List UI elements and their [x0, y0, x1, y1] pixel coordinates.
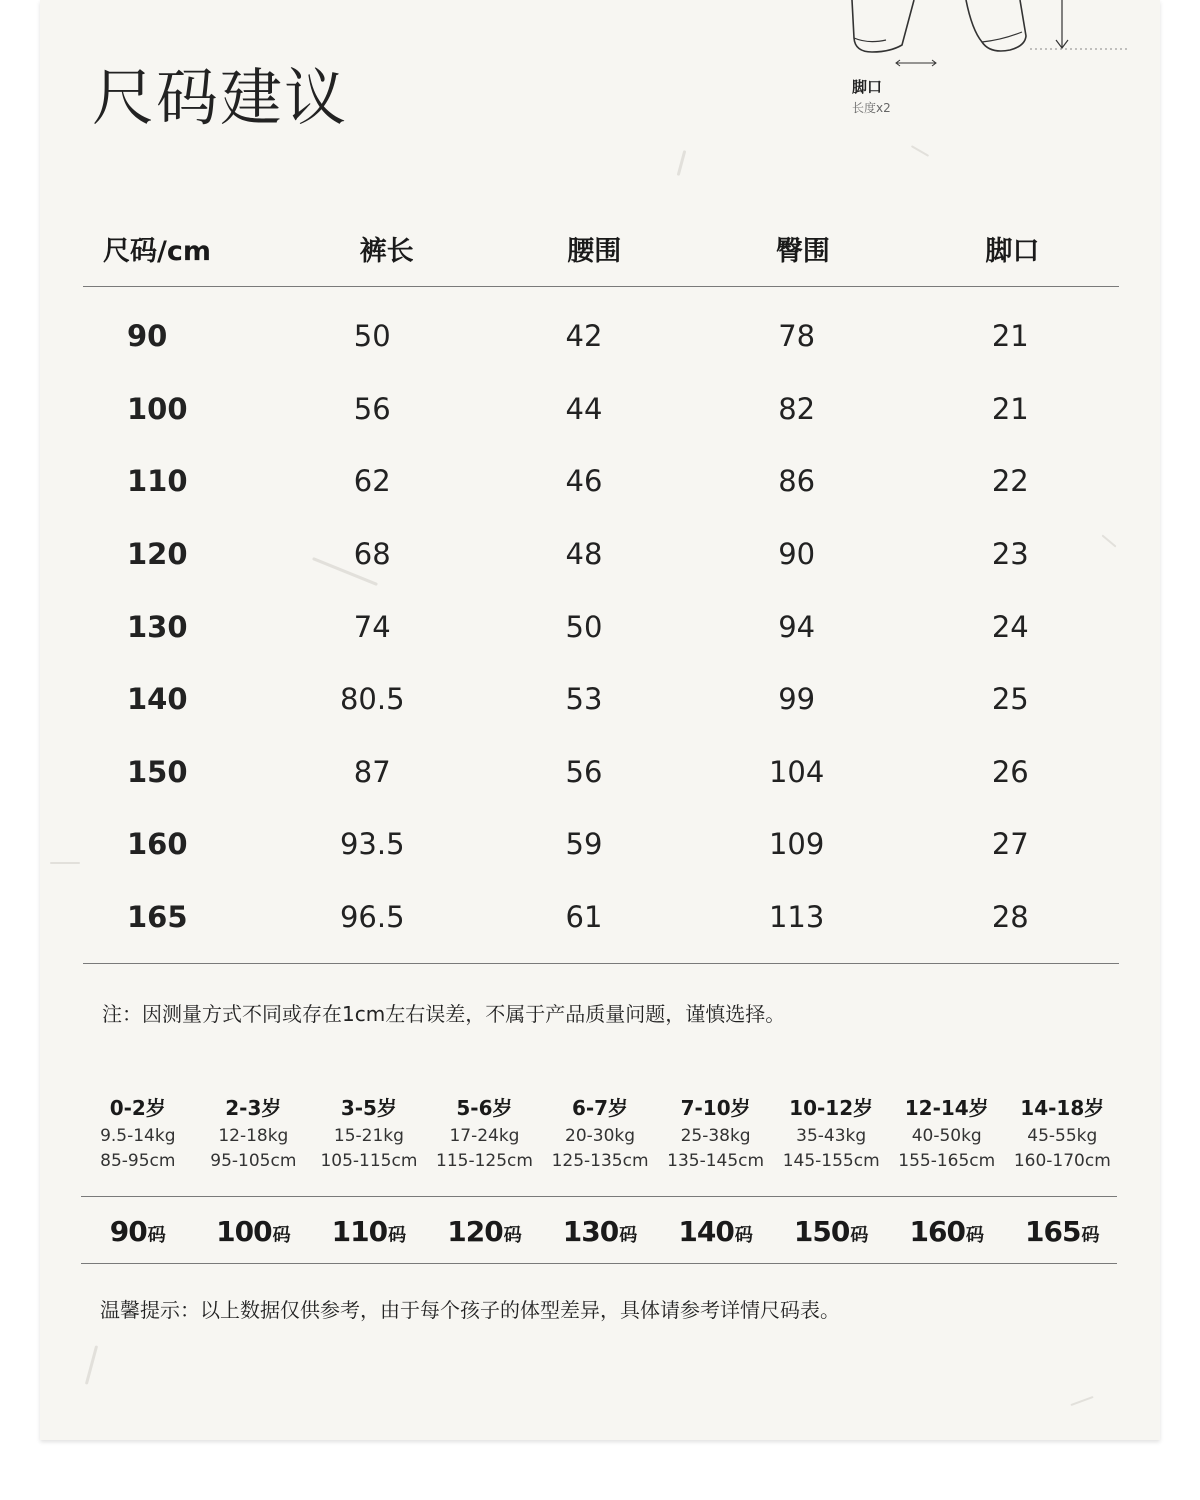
size-code-unit: 码: [734, 1225, 753, 1246]
table-cell: 21: [991, 391, 1029, 426]
table-row: [83, 518, 1119, 591]
age-column: [773, 1092, 889, 1174]
table-cell: 56: [353, 391, 391, 426]
age-guide: [80, 1092, 1120, 1174]
table-cell: 165: [127, 900, 188, 935]
height-range: 125-135cm: [551, 1151, 649, 1171]
size-code-number: 165: [1025, 1215, 1081, 1248]
table-row: [83, 663, 1119, 736]
size-code-unit: 码: [503, 1225, 522, 1246]
table-cell: 100: [127, 391, 188, 426]
table-cell: 93.5: [339, 827, 405, 862]
size-code: [542, 1204, 658, 1260]
size-code-unit: 码: [1081, 1225, 1100, 1246]
table-cell: 22: [991, 464, 1029, 499]
age-range: 14-18岁: [1020, 1096, 1105, 1120]
size-code-number: 90: [109, 1215, 147, 1248]
age-column: [311, 1092, 427, 1174]
table-cell: 160: [127, 827, 188, 862]
table-cell: 90: [127, 319, 168, 354]
paper-fiber: [677, 150, 687, 176]
size-code: [1005, 1204, 1121, 1260]
table-cell: 53: [565, 682, 603, 717]
size-code: [773, 1204, 889, 1260]
tip-text: 温馨提示：以上数据仅供参考，由于每个孩子的体型差异，具体请参考详情尺码表。: [100, 1298, 840, 1322]
table-row: [83, 445, 1119, 518]
table-divider: [83, 963, 1119, 964]
size-code: [196, 1204, 312, 1260]
weight-range: 25-38kg: [680, 1126, 751, 1146]
height-range: 135-145cm: [667, 1151, 765, 1171]
size-code-number: 120: [447, 1215, 503, 1248]
size-code: [658, 1204, 774, 1260]
table-cell: 78: [778, 319, 816, 354]
table-cell: 50: [353, 319, 391, 354]
measurement-note: 注：因测量方式不同或存在1cm左右误差，不属于产品质量问题，谨慎选择。: [102, 1002, 786, 1026]
table-cell: 87: [353, 754, 391, 789]
height-range: 105-115cm: [320, 1151, 418, 1171]
height-range: 95-105cm: [210, 1151, 297, 1171]
age-column: [542, 1092, 658, 1174]
size-code-unit: 码: [272, 1225, 291, 1246]
paper-fiber: [50, 862, 80, 864]
height-range: 145-155cm: [782, 1151, 880, 1171]
cuff-label: 脚口: [852, 78, 883, 96]
weight-range: 9.5-14kg: [100, 1126, 176, 1146]
table-cell: 140: [127, 682, 188, 717]
age-range: 10-12岁: [789, 1096, 874, 1120]
age-range: 2-3岁: [225, 1096, 282, 1120]
table-cell: 23: [991, 537, 1029, 572]
age-column: [427, 1092, 543, 1174]
age-column: [1005, 1092, 1121, 1174]
table-cell: 90: [778, 537, 816, 572]
table-cell: 27: [991, 827, 1029, 862]
table-cell: 61: [565, 900, 603, 935]
table-cell: 44: [565, 391, 603, 426]
table-cell: 86: [778, 464, 816, 499]
size-code-number: 130: [562, 1215, 619, 1248]
table-body: [83, 287, 1119, 953]
table-cell: 68: [353, 537, 391, 572]
table-cell: 94: [778, 609, 816, 644]
size-code: [80, 1204, 196, 1260]
size-code-row: [80, 1204, 1120, 1260]
table-cell: 25: [991, 682, 1029, 717]
weight-range: 17-24kg: [449, 1126, 520, 1146]
weight-range: 20-30kg: [565, 1126, 636, 1146]
table-row: [83, 881, 1119, 954]
page-title: 尺码建议: [92, 61, 349, 134]
table-row: [83, 300, 1119, 373]
table-cell: 104: [768, 754, 825, 789]
weight-range: 35-43kg: [796, 1126, 867, 1146]
age-column: [196, 1092, 312, 1174]
age-range: 0-2岁: [109, 1096, 166, 1120]
age-range: 7-10岁: [680, 1096, 751, 1120]
table-cell: 74: [353, 609, 391, 644]
height-range: 160-170cm: [1013, 1151, 1111, 1171]
size-code: [427, 1204, 543, 1260]
weight-range: 12-18kg: [218, 1126, 289, 1146]
age-range: 3-5岁: [340, 1096, 397, 1120]
weight-range: 45-55kg: [1027, 1126, 1098, 1146]
weight-range: 40-50kg: [911, 1126, 982, 1146]
size-code: [889, 1204, 1005, 1260]
size-code-unit: 码: [619, 1225, 638, 1246]
table-cell: 82: [778, 391, 816, 426]
age-range: 5-6岁: [456, 1096, 513, 1120]
height-range: 115-125cm: [436, 1151, 533, 1171]
table-cell: 80.5: [339, 682, 405, 717]
height-range: 155-165cm: [898, 1151, 996, 1171]
header-hip: 臀围: [775, 235, 830, 267]
paper-fiber: [1070, 1396, 1093, 1406]
age-column: [889, 1092, 1005, 1174]
table-cell: 99: [778, 682, 816, 717]
size-code-number: 100: [216, 1215, 272, 1248]
table-cell: 113: [768, 900, 825, 935]
size-guide-card: [40, 0, 1160, 1440]
header-size: 尺码/cm: [103, 235, 211, 267]
table-cell: 50: [565, 609, 603, 644]
cuff-sublabel: 长度x2: [852, 101, 891, 115]
age-column: [80, 1092, 196, 1174]
table-cell: 109: [768, 827, 825, 862]
table-cell: 96.5: [339, 900, 405, 935]
table-cell: 62: [353, 464, 391, 499]
size-code-unit: 码: [388, 1225, 407, 1246]
table-row: [83, 736, 1119, 809]
table-cell: 48: [565, 537, 603, 572]
size-code-number: 110: [331, 1215, 388, 1248]
table-cell: 150: [127, 754, 188, 789]
paper-fiber: [85, 1345, 98, 1384]
header-cuff: 脚口: [985, 235, 1040, 267]
height-range: 85-95cm: [100, 1151, 176, 1171]
table-cell: 46: [565, 464, 603, 499]
table-header: [83, 210, 1119, 287]
age-range: 6-7岁: [571, 1096, 629, 1120]
size-code-unit: 码: [850, 1225, 869, 1246]
age-column: [658, 1092, 774, 1174]
age-range: 12-14岁: [904, 1096, 989, 1120]
table-cell: 120: [127, 537, 188, 572]
table-cell: 56: [565, 754, 603, 789]
size-code-number: 160: [909, 1215, 965, 1248]
size-code: [311, 1204, 427, 1260]
table-cell: 59: [565, 827, 603, 862]
size-code-number: 140: [678, 1215, 734, 1248]
size-code-unit: 码: [147, 1225, 166, 1246]
table-cell: 130: [127, 609, 188, 644]
age-divider: [81, 1196, 1117, 1197]
table-row: [83, 808, 1119, 881]
size-code-unit: 码: [965, 1225, 984, 1246]
table-row: [83, 590, 1119, 663]
table-cell: 21: [991, 319, 1029, 354]
table-cell: 24: [991, 609, 1029, 644]
table-cell: 28: [991, 900, 1029, 935]
table-cell: 26: [991, 754, 1029, 789]
paper-fiber: [911, 145, 929, 157]
header-waist: 腰围: [567, 235, 622, 267]
size-table: [83, 210, 1119, 964]
weight-range: 15-21kg: [333, 1126, 404, 1146]
table-cell: 42: [565, 319, 603, 354]
table-row: [83, 373, 1119, 446]
table-cell: 110: [127, 464, 188, 499]
bottom-divider: [81, 1263, 1117, 1264]
header-length: 裤长: [359, 235, 414, 267]
size-code-number: 150: [793, 1215, 850, 1248]
